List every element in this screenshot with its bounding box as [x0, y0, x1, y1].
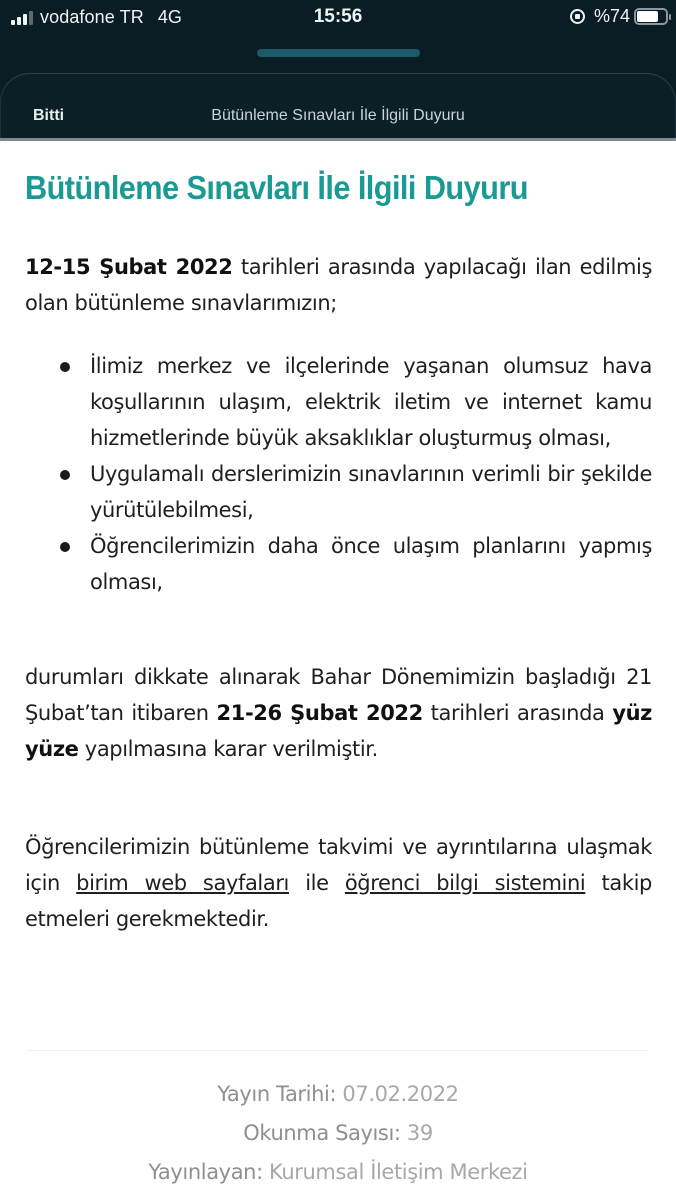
bullet-icon — [60, 362, 70, 372]
network-type: 4G — [157, 7, 182, 27]
page-title: Bütünleme Sınavları İle İlgili Duyuru — [25, 169, 528, 206]
sheet-grab-handle[interactable] — [257, 49, 420, 57]
battery-percent: %74 — [593, 6, 630, 26]
clock: 15:56 — [313, 6, 363, 27]
list-item: İlimiz merkez ve ilçelerinde yaşanan olumsuz hava koşullarının ulaşım, elektrik iletim ve internet kamu hizmetlerinde büyük aksaklıklar oluşturmuş olması, — [90, 348, 652, 456]
intro-paragraph — [25, 249, 652, 321]
bullet-icon — [60, 470, 70, 480]
carrier-name: vodafone TR — [40, 7, 144, 27]
status-bar — [0, 0, 676, 36]
rotation-lock-icon — [570, 9, 585, 24]
status-right — [570, 6, 668, 27]
intro-text: tarihleri arasında yapılacağı ilan edilmiş olan bütünleme sınavlarımızın; — [25, 255, 652, 315]
intro-bold-date: 12-15 Şubat 2022 — [25, 255, 233, 279]
done-button[interactable]: Bitti — [33, 107, 65, 124]
reasons-list — [90, 348, 652, 600]
header-title: Bütünleme Sınavları İle İlgili Duyuru — [211, 107, 465, 124]
publish-date: Yayın Tarihi: 07.02.2022 — [217, 1082, 459, 1106]
info-paragraph: Öğrencilerimizin bütünleme takvimi ve ayrıntılarına ulaşmak için birim web sayfaları ile öğrenci bilgi sistemini takip etmeleri gerekmektedir. — [25, 835, 652, 931]
article-content[interactable] — [0, 141, 676, 1200]
battery-icon — [634, 8, 668, 25]
list-item: Uygulamalı derslerimizin sınavlarının verimli bir şekilde yürütülebilmesi, — [90, 456, 652, 528]
decision-paragraph: durumları dikkate alınarak Bahar Dönemimizin başladığı 21 Şubat’tan itibaren 21-26 Şubat 2022 tarihleri arasında yüz yüze yapılmasına karar verilmiştir. — [25, 665, 652, 761]
bullet-icon — [60, 542, 70, 552]
face-to-face-bold: yüz yüze — [25, 701, 652, 761]
new-date-bold: 21-26 Şubat 2022 — [216, 701, 423, 725]
list-item: Öğrencilerimizin daha önce ulaşım planlarını yapmış olması, — [90, 528, 652, 600]
read-count: Okunma Sayısı: 39 — [243, 1121, 433, 1145]
student-info-system-link[interactable]: öğrenci bilgi sistemini — [344, 871, 586, 895]
divider — [27, 1050, 649, 1051]
sheet-header — [0, 73, 676, 141]
unit-web-pages-link[interactable]: birim web sayfaları — [76, 871, 289, 895]
publisher: Yayınlayan: Kurumsal İletişim Merkezi — [148, 1160, 528, 1184]
